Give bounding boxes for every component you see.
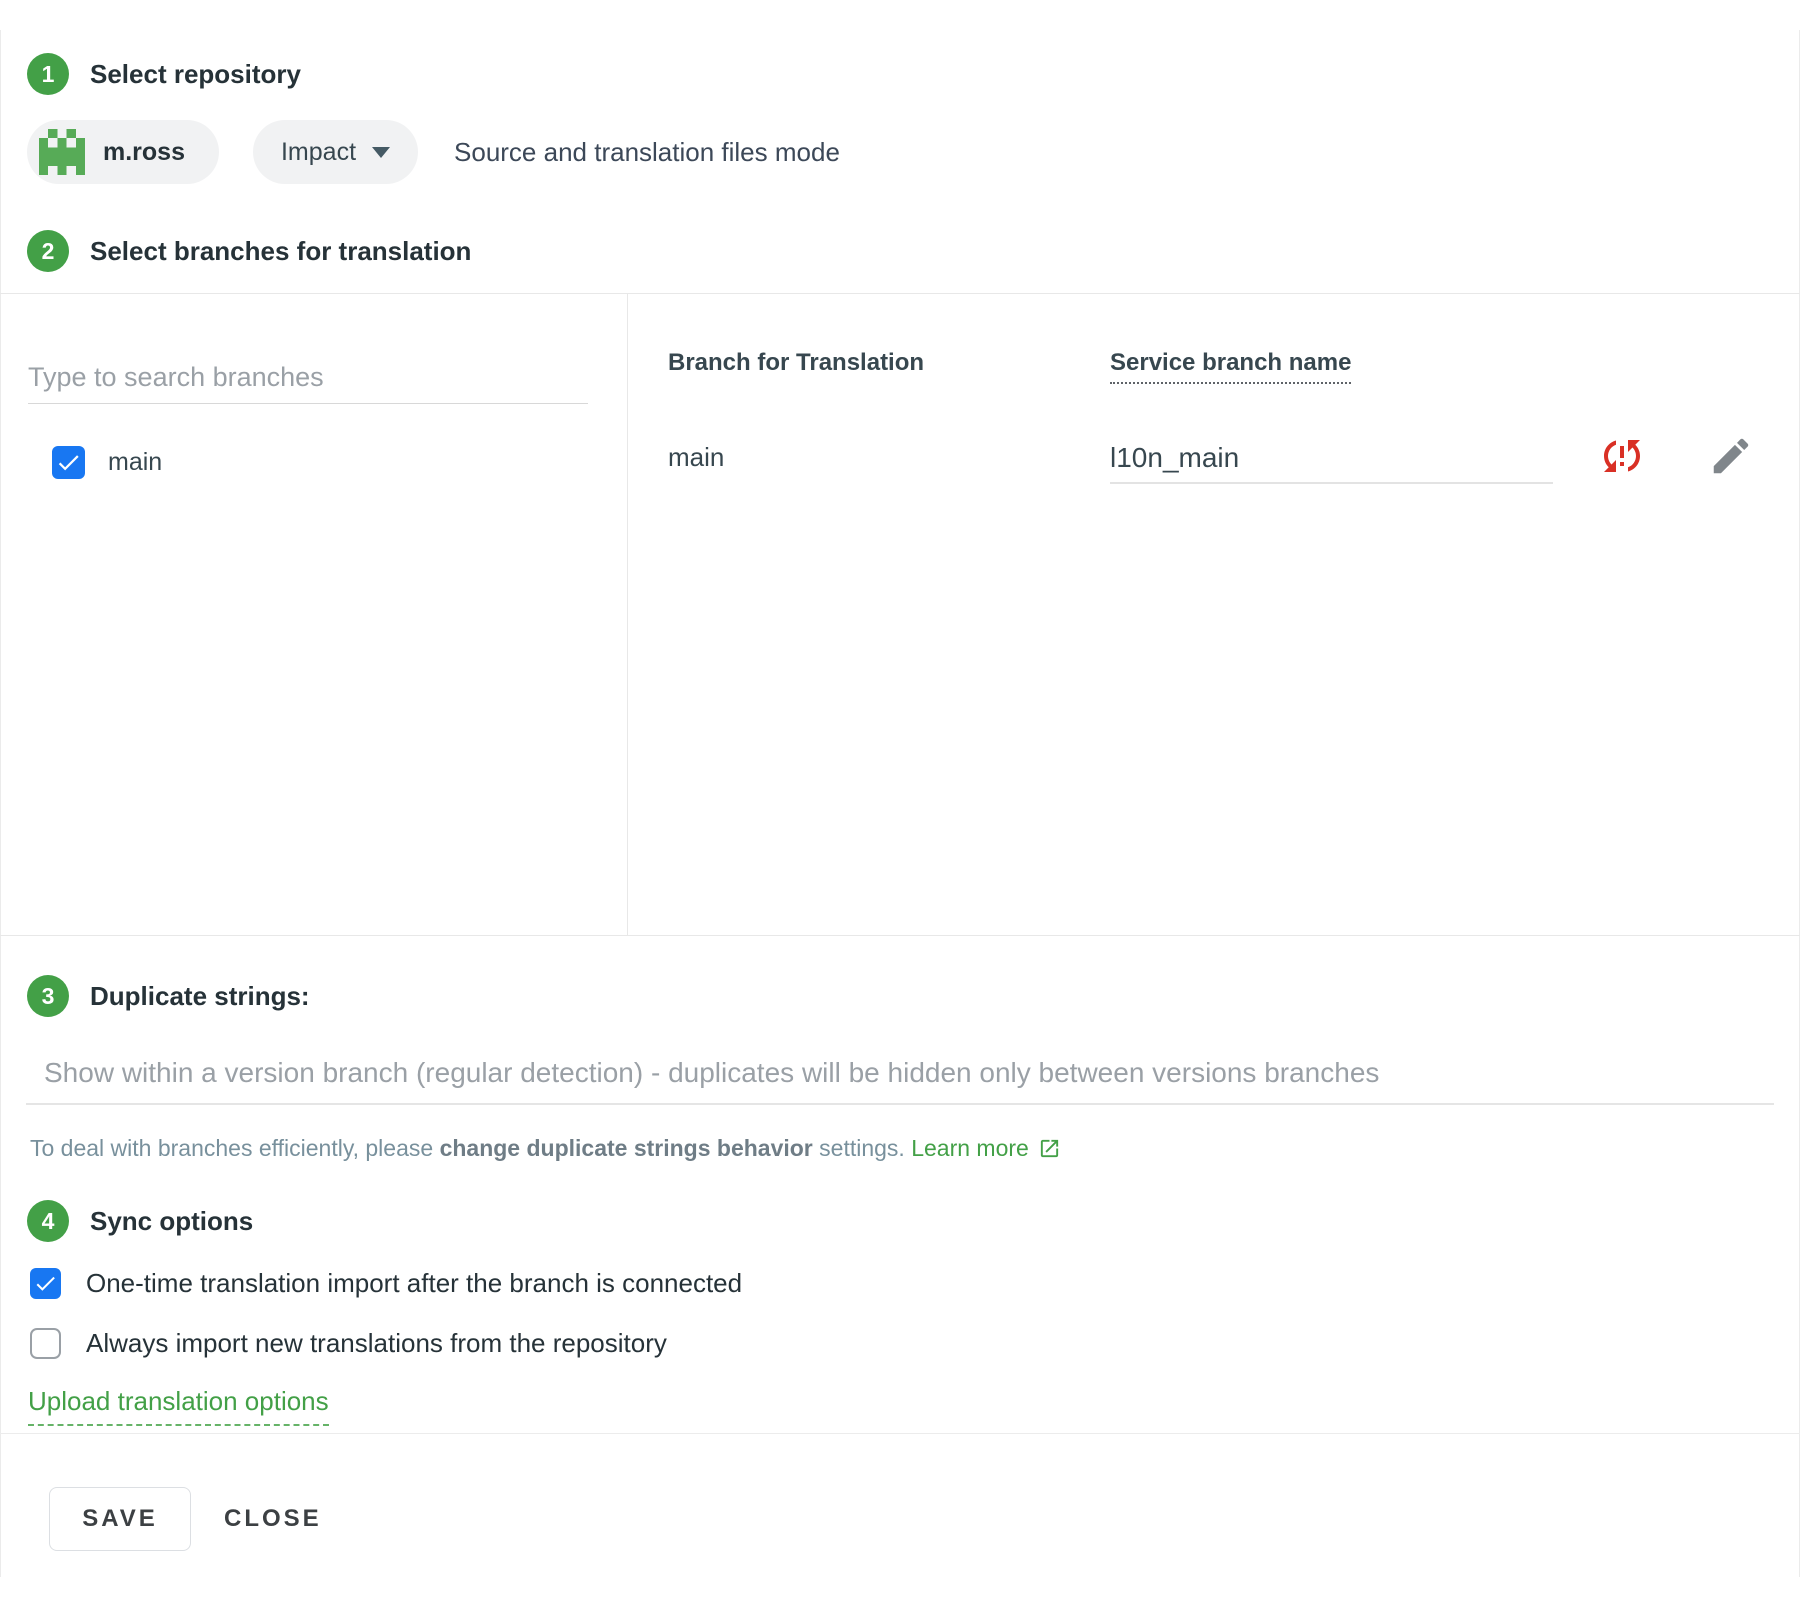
sync-option-always-import[interactable] (30, 1328, 667, 1359)
duplicate-strings-select[interactable] (26, 1043, 1774, 1105)
step-4-header (27, 1200, 253, 1242)
step-4-badge: 4 (27, 1200, 69, 1242)
project-dropdown[interactable] (253, 120, 418, 184)
duplicate-strings-note (30, 1128, 1061, 1168)
step-3-title: Duplicate strings: (90, 980, 310, 1011)
note-text-prefix: To deal with branches efficiently, please (30, 1134, 440, 1161)
edit-service-branch-button[interactable] (1708, 433, 1754, 479)
step-2-badge: 2 (27, 230, 69, 272)
step-1-header (27, 53, 301, 95)
branch-list-item-main[interactable] (52, 446, 162, 479)
step-2-title: Select branches for translation (90, 235, 472, 266)
sync-option-one-time-import[interactable] (30, 1268, 742, 1299)
chevron-down-icon (372, 147, 390, 158)
note-text-suffix: settings. (812, 1134, 912, 1161)
duplicate-strings-selected-option: Show within a version branch (regular detection) - duplicates will be hidden only between versions branches (44, 1057, 1380, 1088)
always-import-checkbox[interactable] (30, 1328, 61, 1359)
column-header-service-branch[interactable]: Service branch name (1110, 349, 1351, 384)
learn-more-label: Learn more (911, 1134, 1029, 1161)
step-2-header (27, 230, 471, 272)
step-1-badge: 1 (27, 53, 69, 95)
column-header-branch: Branch for Translation (668, 349, 925, 376)
sync-option-label: One-time translation import after the branch is connected (86, 1268, 743, 1298)
check-icon (33, 1271, 58, 1296)
footer-divider (0, 1433, 1800, 1434)
repository-name: m.ross (103, 137, 185, 166)
panel-divider (627, 294, 628, 935)
step-4-title: Sync options (90, 1205, 254, 1236)
note-text-bold: change duplicate strings behavior (439, 1134, 813, 1161)
pencil-icon (1708, 433, 1754, 479)
sync-option-label: Always import new translations from the repository (86, 1328, 667, 1358)
check-icon (55, 449, 82, 476)
step-3-badge: 3 (27, 975, 69, 1017)
learn-more-link[interactable] (911, 1135, 1061, 1162)
service-branch-name-input[interactable] (1110, 434, 1553, 484)
project-name: Impact (280, 137, 357, 166)
close-button[interactable]: CLOSE (212, 1487, 334, 1551)
repository-avatar-icon (39, 129, 85, 175)
sync-problem-icon (1598, 432, 1646, 480)
step-1-title: Select repository (90, 58, 301, 89)
table-row-branch-name: main (668, 442, 725, 472)
one-time-import-checkbox[interactable] (30, 1268, 61, 1299)
save-button[interactable]: SAVE (49, 1487, 191, 1551)
step-3-header (27, 975, 310, 1017)
upload-translation-options-link[interactable]: Upload translation options (28, 1386, 329, 1426)
branch-checkbox-main[interactable] (52, 446, 85, 479)
branch-search-input[interactable] (28, 352, 588, 404)
files-mode-label: Source and translation files mode (454, 136, 840, 167)
branches-panel (0, 293, 1800, 936)
external-link-icon (1038, 1137, 1061, 1160)
branch-label: main (108, 448, 163, 476)
repository-row (27, 120, 840, 184)
sync-problem-button[interactable] (1598, 432, 1646, 480)
repository-chip[interactable] (27, 120, 219, 184)
